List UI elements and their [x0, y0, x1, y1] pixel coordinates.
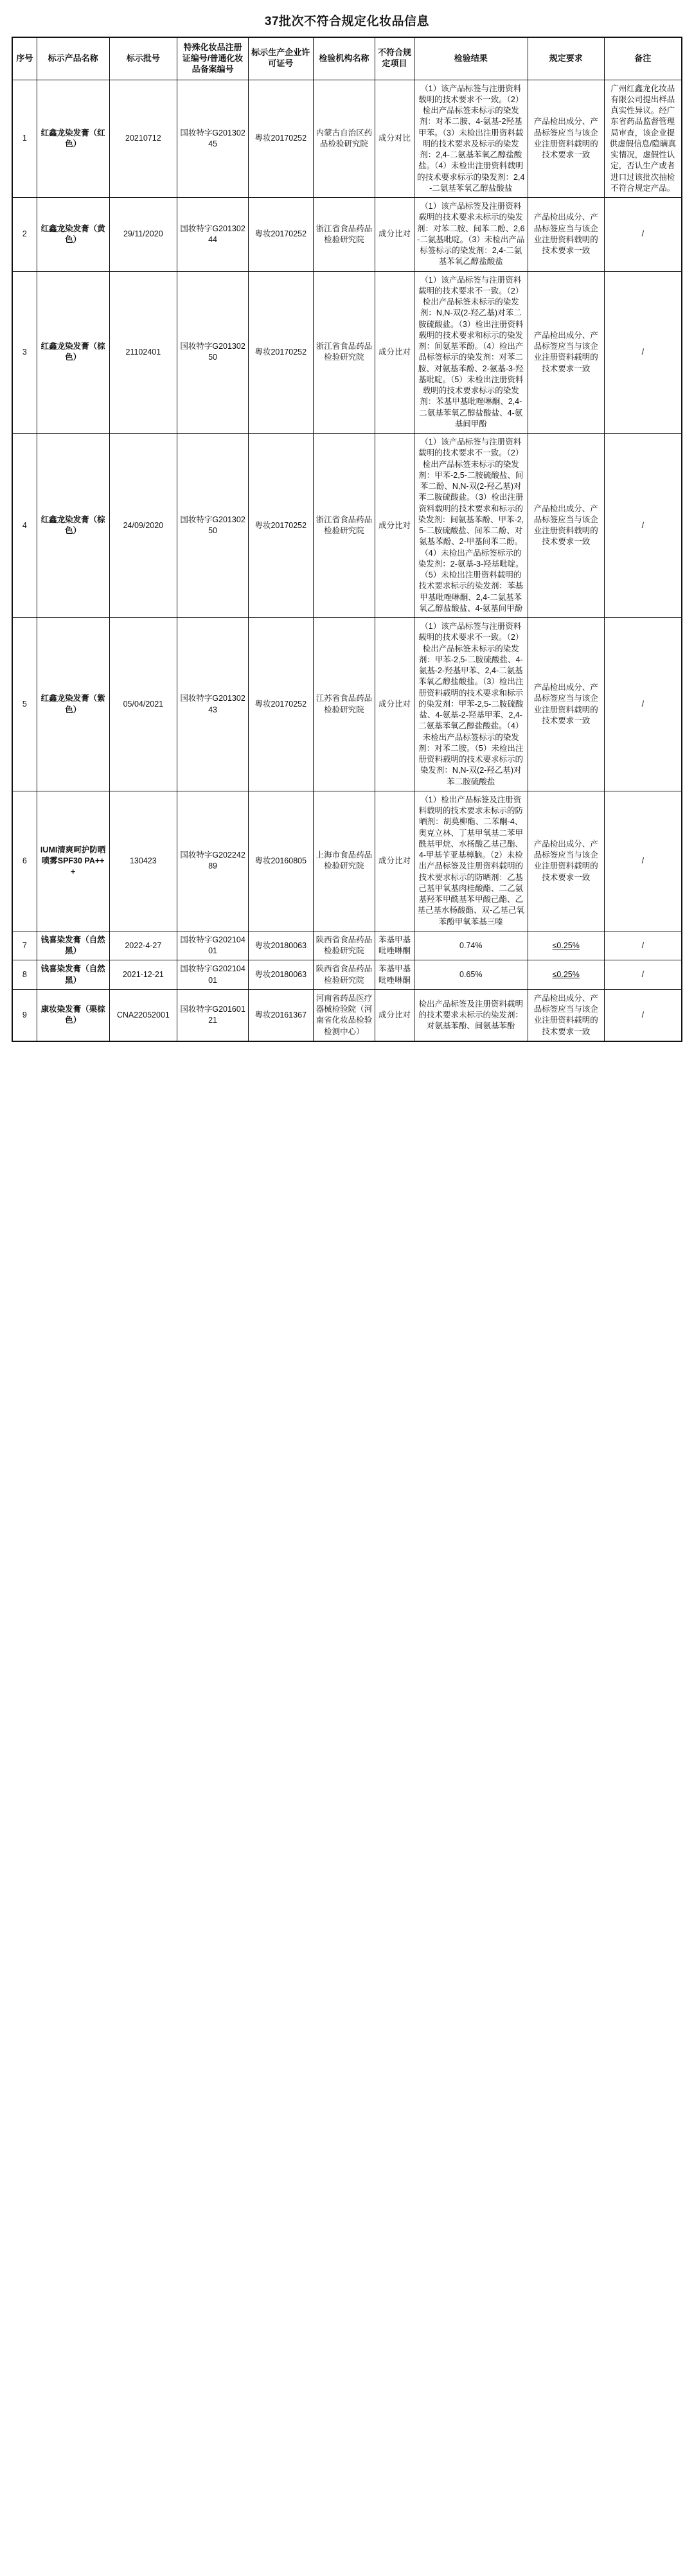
cell-institution: 河南省药品医疗器械检验院（河南省化妆品检验检测中心） [313, 989, 375, 1041]
cell-remark: / [604, 960, 682, 990]
cell-result: （1）该产品标签与注册资料载明的技术要求不一致。（2）检出产品标签未标示的染发剂：甲苯-2,5-二胺硫酸盐、4-氨基-2-羟基甲苯、2,4-二氨基苯氧乙醇盐酸盐。（3）检出注册资料载明的技术要求和标示的染发剂：甲苯-2,5-二胺硫酸盐、4-氨基-2-羟基甲苯、2,4-二氨基苯氧乙醇盐酸盐。（4）未检出产品标签标示的染发剂：对苯二胺。（5）未检出注册资料载明的技术要求标示的染发剂：N,N-双(2-羟乙基)对苯二胺硫酸盐 [414, 618, 528, 791]
cell-reg-no: 国妆特字G20130250 [177, 271, 249, 434]
cell-batch: CNA22052001 [109, 989, 177, 1041]
cell-item: 成分比对 [375, 434, 414, 618]
cell-spec: ≤0.25% [528, 960, 604, 990]
cell-result: 检出产品标签及注册资料载明的技术要求未标示的染发剂：对氨基苯酚、间氨基苯酚 [414, 989, 528, 1041]
cell-institution: 浙江省食品药品检验研究院 [313, 434, 375, 618]
cell-institution: 浙江省食品药品检验研究院 [313, 271, 375, 434]
table-row [12, 80, 682, 198]
cell-item: 成分对比 [375, 80, 414, 198]
cell-remark: / [604, 931, 682, 960]
cell-spec: 产品检出成分、产品标签应当与该企业注册资料载明的技术要求一致 [528, 791, 604, 931]
cell-spec: 产品检出成分、产品标签应当与该企业注册资料载明的技术要求一致 [528, 80, 604, 198]
cell-license: 粤妆20160805 [248, 791, 313, 931]
cell-institution: 陕西省食品药品检验研究院 [313, 931, 375, 960]
col-header-batch: 标示批号 [109, 37, 177, 80]
cell-remark: / [604, 271, 682, 434]
cell-batch: 21102401 [109, 271, 177, 434]
cell-item: 成分比对 [375, 618, 414, 791]
table-header-row [12, 37, 682, 80]
cell-item: 苯基甲基吡唑啉酮 [375, 960, 414, 990]
cell-remark: / [604, 434, 682, 618]
cell-reg-no: 国妆特字G20130244 [177, 198, 249, 272]
cell-reg-no: 国妆特字G20160121 [177, 989, 249, 1041]
cell-license: 粤妆20170252 [248, 434, 313, 618]
table-row [12, 618, 682, 791]
cell-product: 红鑫龙染发膏（棕色） [37, 271, 109, 434]
cell-result: （1）该产品标签与注册资料载明的技术要求不一致。（2）检出产品标签未标示的染发剂：甲苯-2,5-二胺硫酸盐、间苯二酚、N,N-双(2-羟乙基)对苯二胺硫酸盐。（3）检出注册资料载明的技术要求和标示的染发剂：间氨基苯酚、甲苯-2,5-二胺硫酸盐、间苯二酚、对氨基苯酚、2-甲基间苯二酚。（4）未检出产品标签标示的染发剂：2-氨基-3-羟基吡啶。（5）未检出注册资料载明的技术要求标示的染发剂：苯基甲基吡唑啉酮、2,4-二氨基苯氧乙醇盐酸盐、4-氨基间甲酚 [414, 434, 528, 618]
cell-result: 0.65% [414, 960, 528, 990]
cell-reg-no: 国妆特字G20130243 [177, 618, 249, 791]
col-header-result: 检验结果 [414, 37, 528, 80]
table-row [12, 434, 682, 618]
cell-remark: / [604, 791, 682, 931]
cell-product: 钱喜染发膏（自然黑） [37, 960, 109, 990]
cell-institution: 浙江省食品药品检验研究院 [313, 198, 375, 272]
table-row [12, 960, 682, 990]
cell-index: 2 [12, 198, 37, 272]
col-header-product: 标示产品名称 [37, 37, 109, 80]
cell-reg-no: 国妆特字G20210401 [177, 931, 249, 960]
cell-institution: 陕西省食品药品检验研究院 [313, 960, 375, 990]
cell-license: 粤妆20180063 [248, 931, 313, 960]
cell-batch: 130423 [109, 791, 177, 931]
cell-result: （1）检出产品标签及注册资料载明的技术要求未标示的防晒剂：胡莫柳酯、二苯酮-4、奥克立林、丁基甲氧基二苯甲酰基甲烷、水杨酸乙基己酯、4-甲基苄亚基樟脑。（2）未检出产品标签及注册资料载明的技术要求标示的防晒剂：乙基己基甲氧基肉桂酸酯、二乙氨基羟苯甲酰基苯甲酸己酯、乙基己基水杨酸酯、双-乙基己氧苯酚甲氧苯基三嗪 [414, 791, 528, 931]
cell-spec: 产品检出成分、产品标签应当与该企业注册资料载明的技术要求一致 [528, 198, 604, 272]
cell-batch: 20210712 [109, 80, 177, 198]
col-header-remark: 备注 [604, 37, 682, 80]
cell-reg-no: 国妆特字G20130250 [177, 434, 249, 618]
cell-index: 4 [12, 434, 37, 618]
cell-item: 苯基甲基吡唑啉酮 [375, 931, 414, 960]
cell-batch: 29/11/2020 [109, 198, 177, 272]
table-row [12, 989, 682, 1041]
cell-institution: 上海市食品药品检验研究院 [313, 791, 375, 931]
page-title: 37批次不符合规定化妆品信息 [264, 15, 430, 28]
cell-result: 0.74% [414, 931, 528, 960]
cell-reg-no: 国妆特字G20210401 [177, 960, 249, 990]
cell-result: （1）该产品标签及注册资料载明的技术要求未标示的染发剂：对苯二胺、间苯二酚、2,6-二氨基吡啶。（3）未检出产品标签标示的染发剂：2,4-二氨基苯氧乙醇盐酸盐 [414, 198, 528, 272]
table-row [12, 791, 682, 931]
cell-spec: 产品检出成分、产品标签应当与该企业注册资料载明的技术要求一致 [528, 271, 604, 434]
cell-index: 5 [12, 618, 37, 791]
cell-license: 粤妆20161367 [248, 989, 313, 1041]
cell-product: 红鑫龙染发膏（红色） [37, 80, 109, 198]
cell-result: （1）该产品标签与注册资料载明的技术要求不一致。（2）检出产品标签未标示的染发剂：对苯二胺、4-氨基-2羟基甲苯。（3）未检出注册资料载明的技术要求及标示的染发剂：2,4-二氨基苯氧乙醇盐酸盐。（4）未检出注册资料载明的技术要求标示的染发剂：2,4-二氨基苯氧乙醇盐酸盐 [414, 80, 528, 198]
cell-remark: / [604, 618, 682, 791]
col-header-institution: 检验机构名称 [313, 37, 375, 80]
cell-index: 9 [12, 989, 37, 1041]
cell-product: IUMI清爽呵护防晒喷雾SPF30 PA+++ [37, 791, 109, 931]
cell-license: 粤妆20170252 [248, 80, 313, 198]
col-header-spec: 规定要求 [528, 37, 604, 80]
cell-index: 8 [12, 960, 37, 990]
cell-product: 红鑫龙染发膏（紫色） [37, 618, 109, 791]
cell-result: （1）该产品标签与注册资料载明的技术要求不一致。（2）检出产品标签未标示的染发剂：N,N-双(2-羟乙基)对苯二胺硫酸盐。（3）检出注册资料载明的技术要求和标示的染发剂：间氨基苯酚。（4）检出产品标签标示的染发剂：对苯二胺、对氨基苯酚、2-氨基-3-羟基吡啶。（5）未检出注册资料载明的技术要求标示的染发剂：苯基甲基吡唑啉酮、2,4-二氨基苯氧乙醇盐酸盐、4-氨基间甲酚 [414, 271, 528, 434]
cell-batch: 05/04/2021 [109, 618, 177, 791]
col-header-license: 标示生产企业许可证号 [248, 37, 313, 80]
cell-index: 7 [12, 931, 37, 960]
cell-remark: / [604, 198, 682, 272]
table-row [12, 271, 682, 434]
cell-reg-no: 国妆特字G20224289 [177, 791, 249, 931]
cell-item: 成分比对 [375, 791, 414, 931]
cell-license: 粤妆20170252 [248, 198, 313, 272]
cell-item: 成分比对 [375, 198, 414, 272]
cell-institution: 江苏省食品药品检验研究院 [313, 618, 375, 791]
cell-index: 3 [12, 271, 37, 434]
cell-product: 钱喜染发膏（自然黑） [37, 931, 109, 960]
cell-license: 粤妆20170252 [248, 618, 313, 791]
cell-reg-no: 国妆特字G20130245 [177, 80, 249, 198]
cell-spec: 产品检出成分、产品标签应当与该企业注册资料载明的技术要求一致 [528, 618, 604, 791]
cell-index: 6 [12, 791, 37, 931]
table-row [12, 198, 682, 272]
cell-batch: 24/09/2020 [109, 434, 177, 618]
col-header-item: 不符合规定项目 [375, 37, 414, 80]
cell-spec: ≤0.25% [528, 931, 604, 960]
cell-license: 粤妆20170252 [248, 271, 313, 434]
cell-product: 红鑫龙染发膏（棕色） [37, 434, 109, 618]
cell-product: 红鑫龙染发膏（黄色） [37, 198, 109, 272]
cell-license: 粤妆20180063 [248, 960, 313, 990]
noncompliant-cosmetics-table [12, 37, 682, 1042]
cell-item: 成分比对 [375, 271, 414, 434]
cell-index: 1 [12, 80, 37, 198]
cell-spec: 产品检出成分、产品标签应当与该企业注册资料载明的技术要求一致 [528, 989, 604, 1041]
col-header-index: 序号 [12, 37, 37, 80]
document-page [0, 0, 694, 1048]
cell-batch: 2021-12-21 [109, 960, 177, 990]
table-row [12, 931, 682, 960]
cell-item: 成分比对 [375, 989, 414, 1041]
cell-spec: 产品检出成分、产品标签应当与该企业注册资料载明的技术要求一致 [528, 434, 604, 618]
cell-batch: 2022-4-27 [109, 931, 177, 960]
col-header-reg-no: 特殊化妆品注册证编号/普通化妆品备案编号 [177, 37, 249, 80]
cell-remark: 广州红鑫龙化妆品有限公司提出样品真实性异议。经广东省药品监督管理局审查，该企业提供虚假信息/隐瞒真实情况，虚假性认定，否认生产或者进口过该批次抽检不符合规定产品。 [604, 80, 682, 198]
cell-remark: / [604, 989, 682, 1041]
cell-product: 康妆染发膏（栗棕色） [37, 989, 109, 1041]
cell-institution: 内蒙古自治区药品检验研究院 [313, 80, 375, 198]
